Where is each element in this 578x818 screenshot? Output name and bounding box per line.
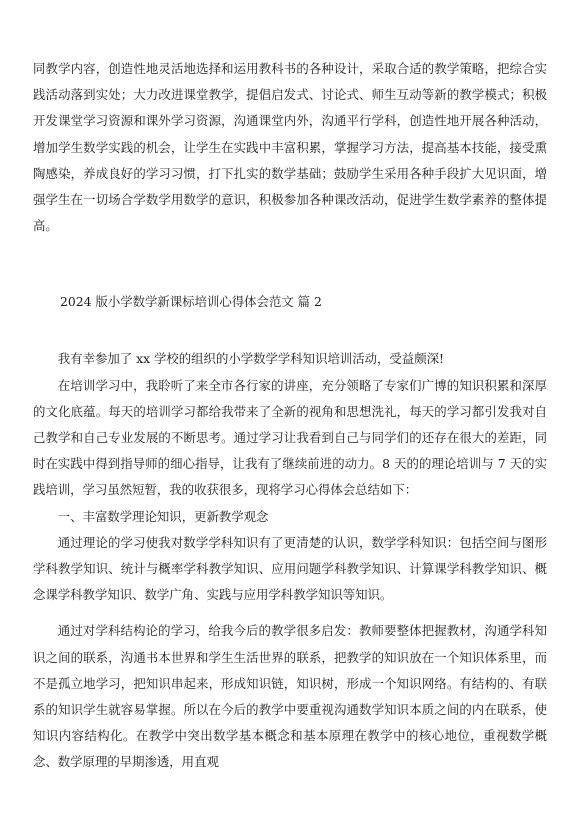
paragraph-3: 在培训学习中，我聆听了来全市各行家的讲座，充分领略了专家们广博的知识积累和深厚的文化底蕴。每天的培训学习都给我带来了全新的视角和思想洗礼，每天的学习都引发我对自己教学和自己专业发展的不断思考。通过学习让我看到自己与同学们的还存在很大的差距，同时在实践中得到指导师的细心指导，让我有了继续前进的动力。8 天的的理论培训与 7 天的实践培训，学习虽然短暂，我的收获很多，现将学习心得体会总结如下： (33, 377, 547, 498)
paragraph-4: 通过理论的学习使我对数学学科知识有了更清楚的认识，数学学科知识：包括空间与图形学科教学知识、统计与概率学科教学知识、应用问题学科教学知识、计算课学科教学知识、概念课学科教学知识、数学广角、实践与应用学科教学知识等知识。 (33, 534, 547, 603)
subheading-1: 一、丰富数学理论知识，更新教学观念 (57, 508, 269, 524)
paragraph-5: 通过对学科结构论的学习，给我今后的教学很多启发：教师要整体把握教材，沟通学科知识之间的联系，沟通书本世界和学生生活世界的联系，把教学的知识放在一个知识体系里，而不是孤立地学习，把知识串起来，形成知识链，知识树，形成一个知识网络。有结构的、有联系的知识学生就容易掌握。所以在今后的教学中要重视沟通数学知识本质之间的内在联系，使知识内容结构化。在教学中突出数学基本概念和基本原理在教学中的核心地位，重视数学概念、数学原理的早期渗透，用直观 (33, 623, 547, 770)
paragraph-1: 同教学内容，创造性地灵活地选择和运用教科书的各种设计，采取合适的教学策略，把综合实践活动落到实处；大力改进课堂教学，提倡启发式、讨论式、师生互动等新的教学模式；积极开发课堂学习资源和课外学习资源，沟通课堂内外，沟通平行学科，创造性地开展各种活动，增加学生数学实践的机会，让学生在实践中丰富积累，掌握学习方法，提高基本技能，接受熏陶感染，养成良好的学习习惯，打下扎实的数学基础；鼓励学生采用各种手段扩大见识面，增强学生在一切场合学数学用数学的意识，积极参加各种课改活动，促进学生数学素养的整体提高。 (33, 61, 547, 234)
document-page (33, 56, 547, 776)
section-title: 2024 版小学数学新课标培训心得体会范文 篇 2 (60, 294, 322, 310)
paragraph-2: 我有幸参加了 xx 学校的组织的小学数学学科知识培训活动，受益颇深! (57, 351, 444, 367)
